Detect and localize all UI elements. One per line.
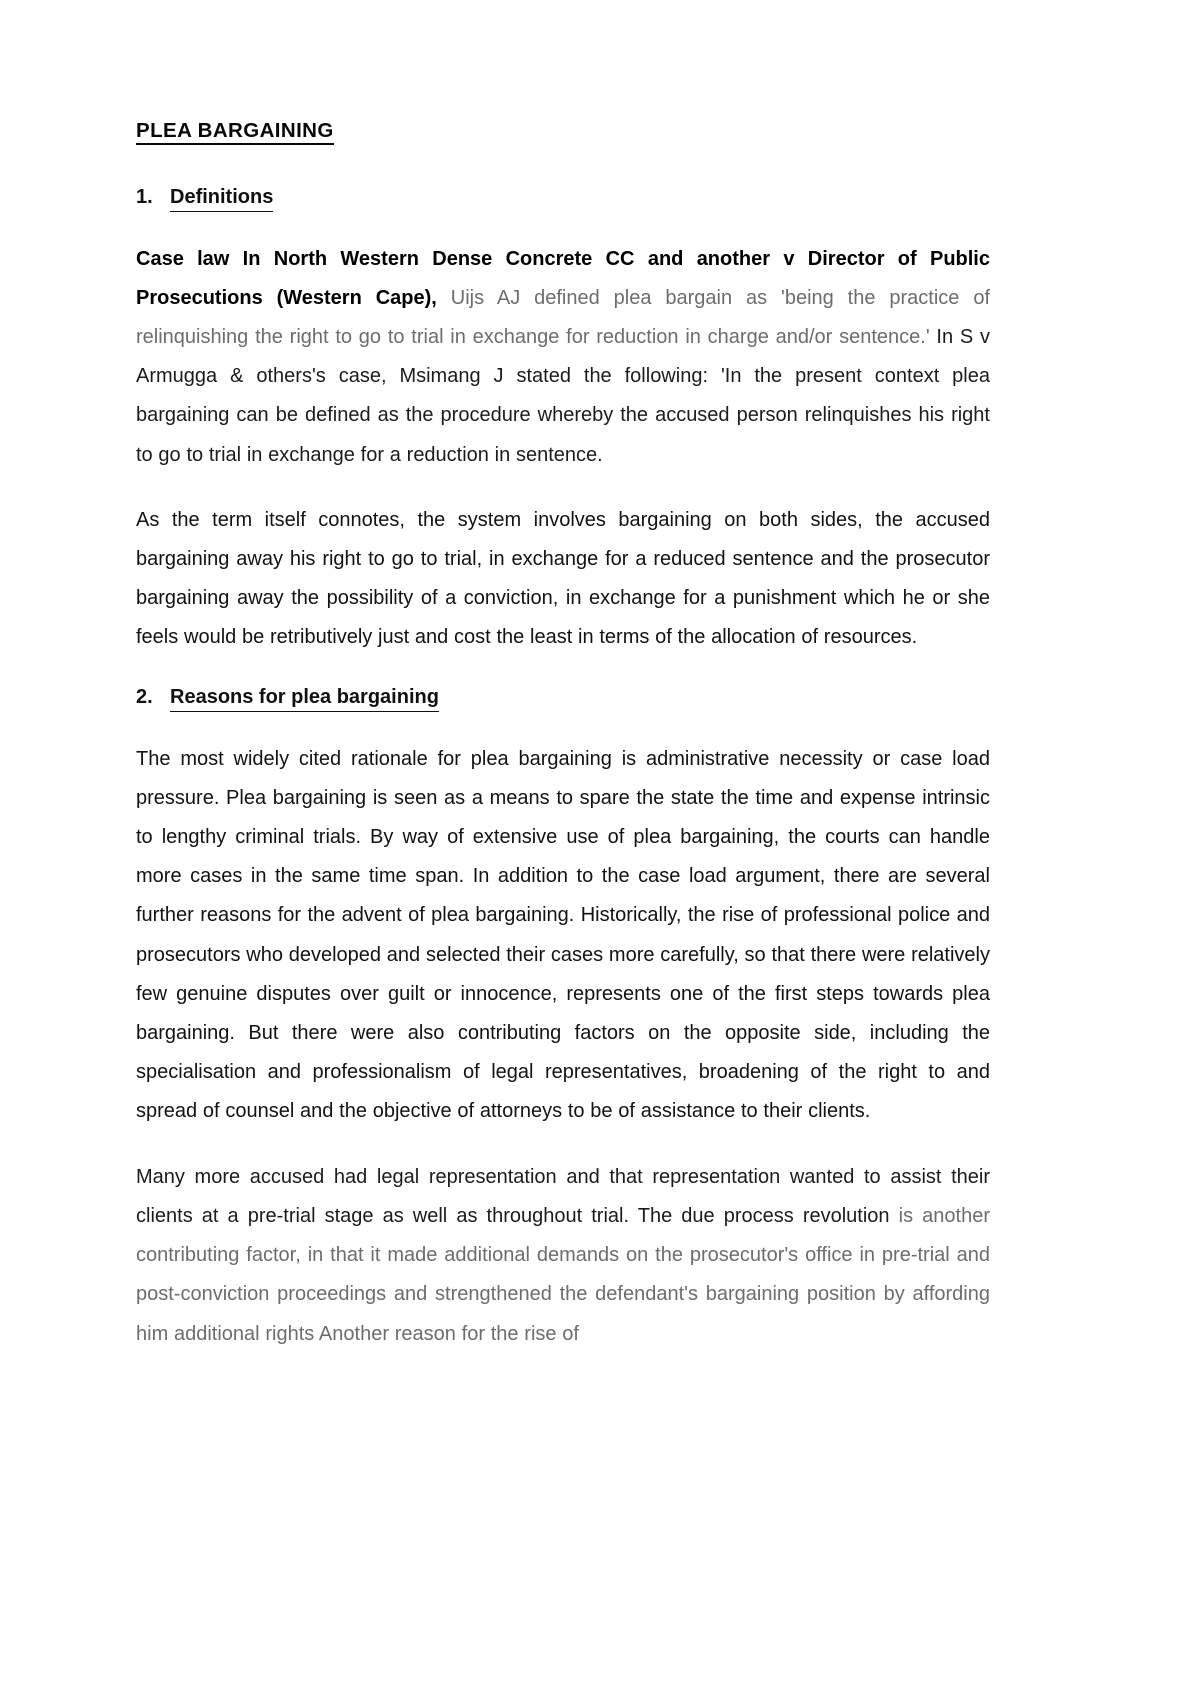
paragraph-rationale: The most widely cited rationale for plea bargaining is administrative necessity or case load pressure. Plea bargaining is seen as a means to spare the state the time and expense intrinsic to lengthy criminal trials. By way of extensive use of plea bargaining, the courts can handle more cases in the same time span. In addition to the case load argument, there are several further reasons for the advent of plea bargaining. Historically, the rise of professional police and prosecutors who developed and selected their cases more carefully, so that there were relatively few genuine disputes over guilt or innocence, represents one of the first steps towards plea bargaining. But there were also contributing factors on the opposite side, including the specialisation and professionalism of legal representatives, broadening of the right to and spread of counsel and the objective of attorneys to be of assistance to their clients. xyxy=(136,747,990,1123)
section-label: Reasons for plea bargaining xyxy=(170,684,439,712)
legal-representation-tail: is another contributing factor, in that it made additional demands on the prosecutor's office in pre-trial and post-conviction proceedings and strengthened the defendant's bargaining position by affording him additional rights Another reason for the rise of xyxy=(136,1204,990,1345)
legal-representation-head: Many more accused had legal representation and that representation wanted to assist their clients at a pre-trial stage as well as throughout trial. The due process revolution xyxy=(136,1165,990,1227)
section-number: 1. xyxy=(136,185,153,208)
paragraph-legal-representation xyxy=(136,1158,990,1354)
page-title xyxy=(136,118,990,144)
section-heading-reasons xyxy=(136,684,990,712)
page-title-text: PLEA BARGAINING xyxy=(136,119,334,145)
case-citation: Case law In North Western Dense Concrete CC and another v Director of Public Prosecutions (Western Cape), xyxy=(136,247,990,309)
document-body xyxy=(136,118,990,1354)
section-number: 2. xyxy=(136,685,153,708)
section-label: Definitions xyxy=(170,184,273,212)
paragraph-definitions-case-law xyxy=(136,240,990,475)
case-definition: Uijs AJ defined plea bargain as 'being the practice of relinquishing the right to go to trial in exchange for reduction in charge and/or sentence.' xyxy=(136,286,990,349)
section-heading-definitions xyxy=(136,184,990,212)
case-definition-continued: In S v Armugga & others's case, Msimang J stated the following: 'In the present context plea bargaining can be defined as the procedure whereby the accused person relinquishes his right to go to trial in exchange for a reduction in sentence. xyxy=(136,326,990,466)
paragraph-bargaining-both-sides: As the term itself connotes, the system involves bargaining on both sides, the accused bargaining away his right to go to trial, in exchange for a reduced sentence and the prosecutor bargaining away the possibility of a conviction, in exchange for a punishment which he or she feels would be retributively just and cost the least in terms of the allocation of resources. xyxy=(136,508,990,649)
